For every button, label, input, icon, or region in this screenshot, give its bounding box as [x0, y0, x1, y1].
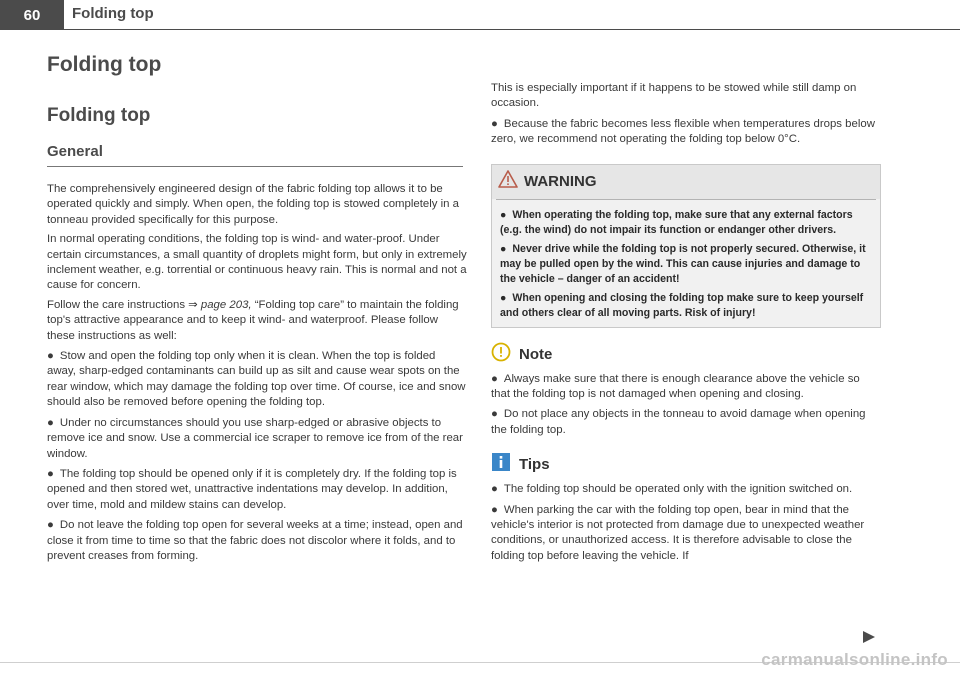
bullet-dot: ●	[47, 416, 54, 429]
list-item-text: Always make sure that there is enough clearance above the vehicle so that the folding top is not damaged when opening and closing.	[491, 372, 860, 401]
paragraph	[47, 298, 467, 344]
warning-box	[491, 164, 881, 328]
bullet-dot: ●	[500, 208, 507, 221]
list-item	[491, 503, 881, 565]
list-item	[47, 416, 467, 462]
paragraph: In normal operating conditions, the folding top is wind- and water-proof. Under certain circumstances, a small quantity of droplets might form, but only in extremely inclement weather, e.g. torrential or continuous heavy rain. This is normal and not a cause for concern.	[47, 233, 467, 292]
warning-title: WARNING	[524, 173, 597, 191]
info-square-icon	[491, 452, 511, 477]
list-item	[47, 467, 467, 513]
list-item-text: Because the fabric becomes less flexible when temperatures drops below zero, we recommend not operating the folding top below 0°C.	[491, 117, 875, 146]
warning-item-text: When operating the folding top, make sure that any external factors (e.g. the wind) do not impair its function or endanger other drivers.	[500, 208, 853, 236]
bullet-dot: ●	[491, 408, 498, 421]
list-item	[47, 518, 467, 564]
page-number: 60	[0, 0, 64, 30]
bullet-dot: ●	[491, 483, 498, 496]
right-column	[491, 81, 881, 564]
chapter-title: Folding top	[47, 53, 162, 76]
warning-item-text: When opening and closing the folding top make sure to keep yourself and others clear of all moving parts. Risk of injury!	[500, 291, 864, 319]
list-item	[491, 372, 881, 403]
bullet-dot: ●	[500, 291, 507, 304]
running-head: Folding top	[72, 5, 154, 22]
bullet-dot: ●	[47, 519, 54, 532]
list-item-text: The folding top should be opened only if it is completely dry. If the folding top is opened and then stored wet, unattractive indentations may develop. In addition, over time, mold and mildew stains can develop.	[47, 467, 457, 511]
list-item-text: When parking the car with the folding top open, bear in mind that the vehicle's interior is not protected from damage due to unexpected weather conditions, or unauthorized access. It is therefore advisable to close the folding top before leaving the vehicle. If	[491, 503, 865, 562]
watermark: carmanualsonline.info	[761, 650, 948, 669]
list-item-text: The folding top should be operated only with the ignition switched on.	[503, 483, 853, 496]
subsection-rule	[47, 166, 463, 167]
section-title: Folding top	[47, 105, 151, 126]
list-item	[491, 407, 881, 438]
continue-arrow-icon	[862, 630, 876, 642]
warning-item-text: Never drive while the folding top is not properly secured. Otherwise, it may be pulled open by the wind. This can cause injuries and damage to the vehicle – danger of an accident!	[500, 242, 866, 285]
warning-item	[500, 208, 872, 238]
warning-triangle-icon	[498, 170, 518, 193]
tips-header	[491, 452, 881, 477]
page-header	[0, 0, 960, 30]
tips-title: Tips	[519, 456, 550, 474]
list-item	[491, 482, 881, 497]
paragraph-text: “Folding top care” to maintain the folding top's attractive appearance and to keep it wind- and waterproof. Please follow these instructions as well:	[47, 298, 459, 342]
left-column	[47, 46, 467, 564]
list-item	[491, 117, 881, 148]
list-item-text: Do not place any objects in the tonneau to avoid damage when opening the folding top.	[491, 408, 866, 436]
list-item-text: Do not leave the folding top open for several weeks at a time; instead, open and close it from time to time so that the fabric does not discolor where it folds, and to prevent creases from forming.	[47, 519, 463, 562]
header-rule	[64, 29, 960, 30]
warning-header	[492, 165, 880, 199]
bullet-dot: ●	[491, 503, 498, 516]
warning-body	[492, 200, 880, 327]
note-title: Note	[519, 345, 553, 363]
paragraph-text: Follow the care instructions ⇒	[47, 298, 201, 311]
warning-item	[500, 242, 872, 287]
page-reference-link[interactable]: page 203,	[200, 298, 252, 311]
bullet-dot: ●	[47, 350, 54, 363]
bullet-dot: ●	[500, 242, 507, 255]
bullet-dot: ●	[47, 467, 54, 480]
warning-item	[500, 291, 872, 321]
paragraph: The comprehensively engineered design of the fabric folding top allows it to be operated quickly and simply. When open, the folding top is stowed completely in a tonneau provided specifically for this purpose.	[47, 183, 459, 226]
subsection-title: General	[47, 143, 103, 160]
list-item-text: Stow and open the folding top only when it is clean. When the top is folded away, sharp-edged contaminants can build up as silt and cause wear spots on the rear window, which may damage the folding top over time. Of course, ice and snow should also be removed before opening the folding top.	[47, 350, 466, 409]
bullet-dot: ●	[491, 117, 498, 130]
note-header	[491, 342, 881, 367]
bullet-dot: ●	[491, 372, 498, 385]
list-item-text: Under no circumstances should you use sharp-edged or abrasive objects to remove ice and snow. Use a commercial ice scraper to remove ice from of the rear window.	[47, 416, 463, 460]
paragraph: This is especially important if it happens to be stowed while still damp on occasion.	[491, 82, 857, 110]
exclamation-circle-icon	[491, 342, 511, 367]
list-item	[47, 349, 467, 411]
